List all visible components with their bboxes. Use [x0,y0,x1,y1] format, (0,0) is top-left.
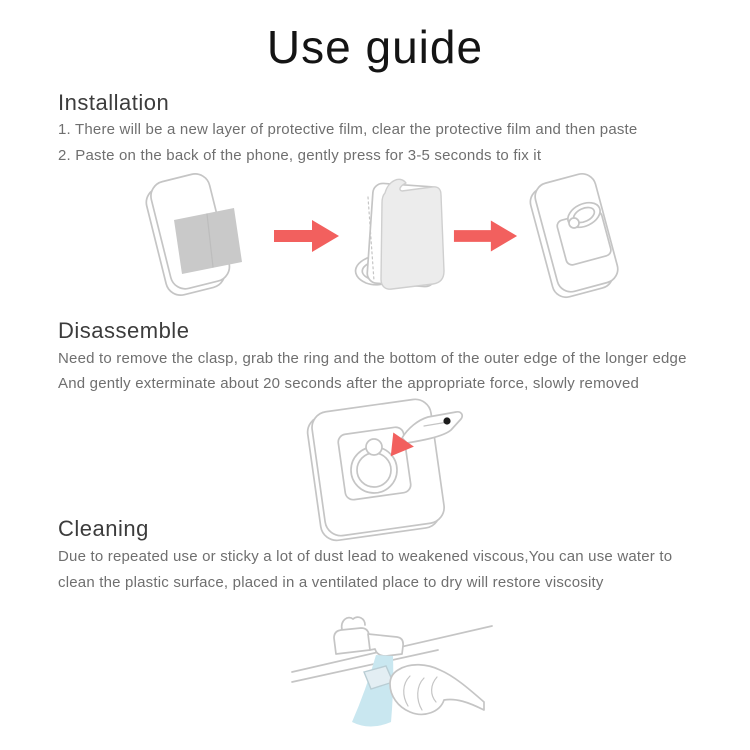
phone-with-ring-illustration [510,171,642,299]
faucet-rinse-icon [290,608,495,748]
section-heading-disassemble: Disassemble [58,318,190,343]
cutter-pry-icon [298,400,463,536]
ring-holder-peel-film-illustration [340,173,458,295]
phone-with-ring-icon [510,171,642,299]
phone-with-film-illustration [108,176,268,294]
phone-with-film-icon [108,176,268,294]
installation-step-2-text: 2. Paste on the back of the phone, gently press for 3-5 seconds to fix it [58,147,542,164]
cleaning-line-2-text: clean the plastic surface, placed in a ventilated place to dry will restore viscosity [58,574,604,591]
rinse-under-faucet-illustration [290,608,495,748]
cleaning-line-1-text: Due to repeated use or sticky a lot of dust lead to weakened viscous,You can use water to [58,548,673,565]
arrow-right-icon [272,215,342,257]
section-heading-installation: Installation [58,90,170,115]
pry-ring-with-cutter-illustration [298,400,463,536]
page-title: Use guide [266,21,484,73]
installation-step-1-text: 1. There will be a new layer of protective film, clear the protective film and then paste [58,121,638,138]
disassemble-line-1-text: Need to remove the clasp, grab the ring and the bottom of the outer edge of the longer edge [58,350,687,367]
section-heading-cleaning: Cleaning [58,516,149,541]
disassemble-line-2-text: And gently exterminate about 20 seconds after the appropriate force, slowly removed [58,375,640,392]
ring-holder-peel-film-icon [340,173,458,295]
